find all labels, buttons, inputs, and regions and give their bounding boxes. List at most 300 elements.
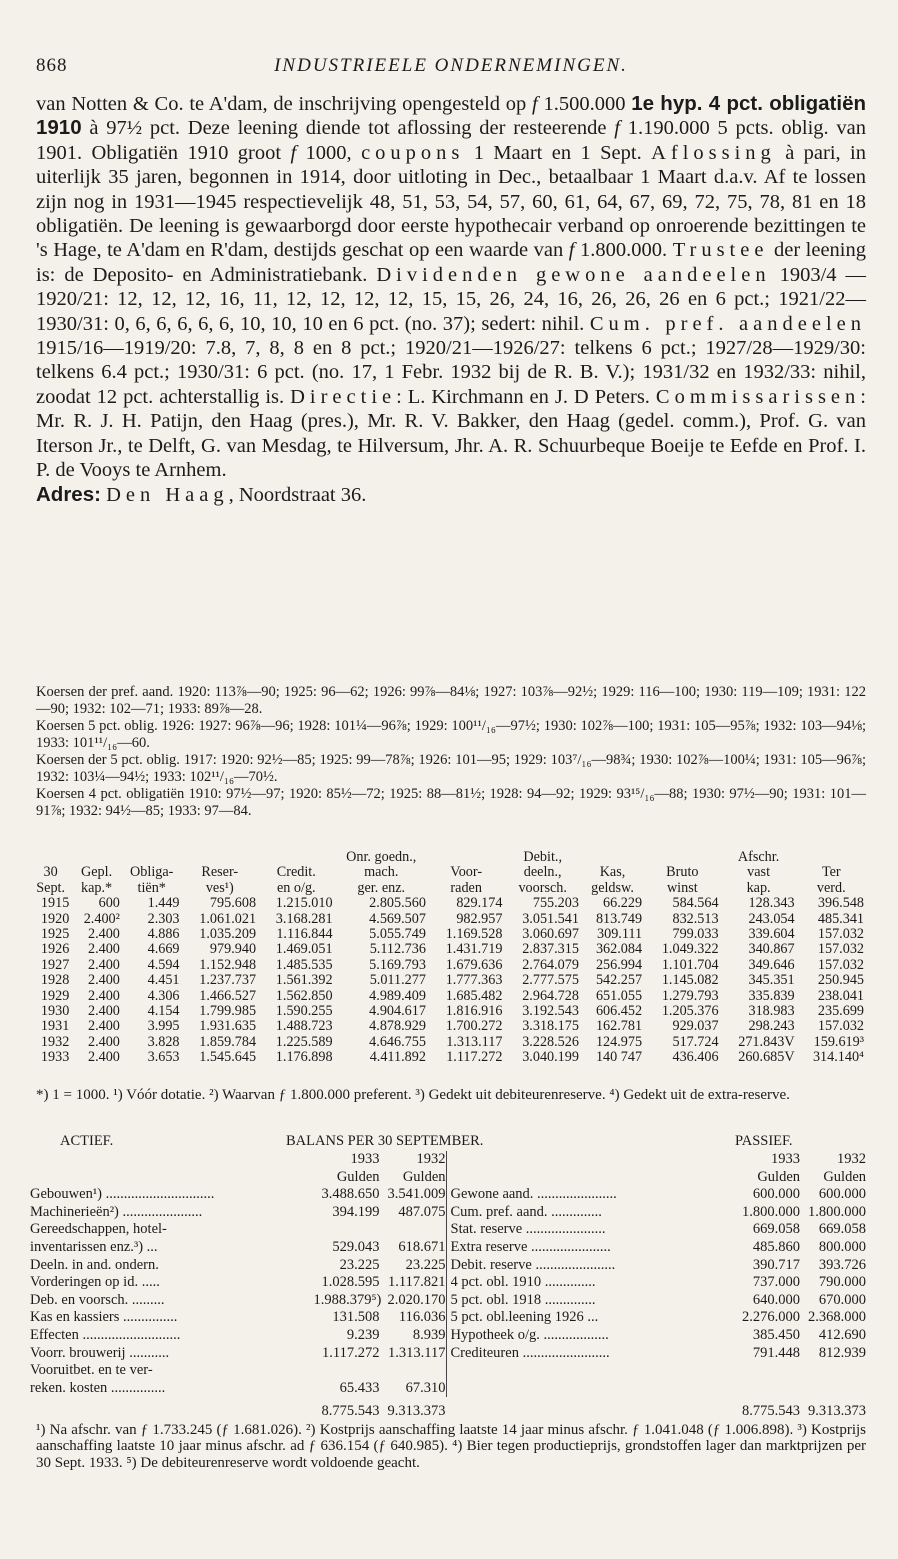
balance-item-value: 9.239 xyxy=(346,1326,380,1343)
balance-item-value: 812.939 xyxy=(818,1344,866,1361)
table-cell: 162.781 xyxy=(595,1018,643,1035)
year-header xyxy=(30,1151,446,1169)
table-cell: 5.011.277 xyxy=(369,972,426,989)
table-cell: 1.152.948 xyxy=(199,956,257,973)
text-run: 1.500.000 xyxy=(537,93,632,115)
table-cell xyxy=(71,850,122,865)
table-cell: 124.975 xyxy=(595,1033,643,1050)
text-run: à pari, in uiterlijk 35 jaren, begonnen in 1914, door uitloting in Dec., betaalbaar 1 Maart d.a.v. Af te lossen zijn nog in 1931—1945 respectievelijk 48, 51, 53, 54, 57, 60, 61, 64, 67, 69, 72, 75, 78, 81 en 18 obligatiën. De leening is gewaarborgd door eerste hypothecair verband op onroerende bezittingen te 's Hage, te A'dam en R'dam, destijds geschat op een waarde van xyxy=(36,141,867,262)
table-cell: 4.669 xyxy=(147,941,180,958)
year-1932: 1932 xyxy=(837,1151,866,1167)
table-cell: 485.341 xyxy=(817,910,864,927)
table-cell: 4.154 xyxy=(147,1003,180,1020)
table-row xyxy=(30,989,866,1004)
table-cell: 1.225.589 xyxy=(275,1033,333,1050)
table-cell: 349.646 xyxy=(748,956,795,973)
table-header-row xyxy=(30,865,866,880)
balance-row xyxy=(451,1345,867,1363)
table-cell: Credit. xyxy=(276,864,316,881)
table-cell: 1933 xyxy=(40,1049,70,1066)
table-cell: 1931 xyxy=(40,1018,70,1035)
balance-row xyxy=(451,1186,867,1204)
balance-item-value: 1.313.117 xyxy=(388,1344,446,1361)
table-cell: ger. enz. xyxy=(357,879,406,896)
table-cell: voorsch. xyxy=(518,879,567,896)
table-cell: 362.084 xyxy=(595,941,643,958)
table-cell: 1.931.635 xyxy=(199,1018,257,1035)
balance-item-value: 23.225 xyxy=(405,1256,446,1273)
table-cell: 2.400 xyxy=(87,1018,120,1035)
keyword-trustee: Trustee xyxy=(672,239,769,262)
balance-row xyxy=(451,1274,867,1292)
balance-row xyxy=(30,1292,446,1310)
table-cell: 1.488.723 xyxy=(275,1018,333,1035)
keyword-commissarissen: Commissarissen xyxy=(655,385,861,408)
koers-line: Koersen der pref. aand. 1920: 113⅞—90; 1925: 96—62; 1926: 99⅞—84⅛; 1927: 103⅞—92½; 1929: 116—100; 1930: 119—109; 1931: 122—90; 1932: 102—71; 1933: 89⅞—28. xyxy=(36,684,866,717)
table-cell: 3.228.526 xyxy=(522,1033,579,1050)
table-row xyxy=(30,896,866,911)
text-run: 1.190.000 5 pcts. oblig. van 1901. Obligatiën 1910 groot xyxy=(36,117,867,164)
table-cell: 1.561.392 xyxy=(275,972,333,989)
year-1933: 1933 xyxy=(771,1151,800,1167)
balance-row xyxy=(451,1239,867,1257)
year-1932: 1932 xyxy=(416,1151,446,1167)
balance-row xyxy=(30,1362,446,1380)
koers-line: Koersen 5 pct. oblig. 1926: 1927: 96⅞—96; 1928: 101¼—96⅞; 1929: 100¹¹/₁₆—97½; 1930: 102⅞—100; 1931: 105—95⅞; 1932: 103—94⅛; 1933: 101¹¹/₁₆—60. xyxy=(36,718,866,751)
actief-total-1933: 8.775.543 xyxy=(321,1403,380,1420)
balance-row xyxy=(30,1274,446,1292)
table-cell: Ter xyxy=(821,864,841,881)
table-cell: 3.995 xyxy=(147,1018,180,1035)
balance-item-value: 2.276.000 xyxy=(742,1309,800,1326)
financial-statistics-table xyxy=(30,850,866,1066)
balance-item-value: 65.433 xyxy=(339,1379,380,1396)
unit-header xyxy=(30,1169,446,1187)
balance-row xyxy=(30,1380,446,1398)
table-cell: 157.032 xyxy=(817,941,864,958)
table-cell: 2.837.315 xyxy=(522,941,579,958)
table-cell: 1.313.117 xyxy=(446,1033,503,1050)
balance-item-label: Vorderingen op id. ..... xyxy=(30,1274,160,1291)
table-cell: 396.548 xyxy=(817,895,864,912)
table-cell: 256.994 xyxy=(595,956,643,973)
balance-item-label: Crediteuren ........................ xyxy=(450,1344,610,1361)
balance-item-label: Kas en kassiers ............... xyxy=(30,1309,178,1326)
table-row xyxy=(30,912,866,927)
table-cell: 4.411.892 xyxy=(369,1049,426,1066)
balance-item-value: 1.800.000 xyxy=(808,1203,866,1220)
balance-item-value: 2.368.000 xyxy=(808,1309,866,1326)
table-cell: 128.343 xyxy=(748,895,795,912)
balance-item-value xyxy=(380,1221,446,1239)
table-cell: 1.049.322 xyxy=(661,941,719,958)
table-cell: 1.485.535 xyxy=(275,956,333,973)
balance-item-value: 116.036 xyxy=(398,1309,446,1326)
balance-row xyxy=(30,1186,446,1204)
balance-item-label: Vooruitbet. en te ver- xyxy=(30,1362,153,1379)
balance-item-value: 790.000 xyxy=(818,1274,866,1291)
table-header-row xyxy=(30,881,866,896)
table-cell: geldsw. xyxy=(591,879,634,896)
balance-item-value: 487.075 xyxy=(398,1203,446,1220)
table-cell: 600 xyxy=(98,895,120,912)
balance-item-value: 3.541.009 xyxy=(387,1186,446,1203)
balance-item-value: 1.117.821 xyxy=(388,1274,446,1291)
table-cell: 3.192.543 xyxy=(522,1003,579,1020)
unit-gulden: Gulden xyxy=(402,1168,446,1185)
balance-row xyxy=(30,1204,446,1222)
table-cell: 309.111 xyxy=(597,926,643,943)
table-cell: 1925 xyxy=(40,926,70,943)
balance-item-label: Machinerieën²) ...................... xyxy=(30,1203,203,1220)
year-header xyxy=(451,1151,867,1169)
table-row xyxy=(30,1050,866,1065)
table-cell: 4.904.617 xyxy=(369,1003,426,1020)
balance-title: BALANS PER 30 SEPTEMBER. xyxy=(286,1133,484,1149)
table-cell: 829.174 xyxy=(456,895,503,912)
table-cell: 4.594 xyxy=(147,956,180,973)
table-row xyxy=(30,942,866,957)
table-cell xyxy=(30,850,71,865)
text-run: 1 Maart en 1 Sept. xyxy=(464,141,652,164)
table-cell: 2.805.560 xyxy=(369,895,426,912)
table-cell: 345.351 xyxy=(748,972,795,989)
table-row xyxy=(30,1019,866,1034)
table-cell: 584.564 xyxy=(672,895,719,912)
balance-item-label: Debit. reserve ...................... xyxy=(450,1256,616,1273)
table-cell: 5.055.749 xyxy=(369,926,426,943)
balance-row xyxy=(30,1309,446,1327)
balance-item-value: 412.690 xyxy=(818,1326,866,1343)
balance-item-label: reken. kosten ............... xyxy=(30,1379,166,1396)
table-row xyxy=(30,927,866,942)
table-cell: 235.699 xyxy=(817,1003,864,1020)
balance-totals xyxy=(30,1403,866,1421)
table-cell: 2.400 xyxy=(87,987,120,1004)
actief-total-1932: 9.313.373 xyxy=(387,1403,446,1420)
passief-column xyxy=(446,1151,867,1397)
balance-footnotes: ¹) Na afschr. van ƒ 1.733.245 (ƒ 1.681.026). ²) Kostprijs aanschaffing laatste 14 jaar minus afschr. ƒ 1.041.048 (ƒ 1.006.898). ³) Kostprijs aanschaffing laatste 10 jaar minus afschr. ad ƒ 636.154 (ƒ 640.985). ⁴) Bier tegen productieprijs, grondstoffen lager dan marktprijzen per 30 Sept. 1933. ⁵) De debiteurenreserve wordt voldoende geacht. xyxy=(36,1422,866,1471)
balance-item-value: 1.988.379⁵) xyxy=(313,1291,382,1308)
balance-item-value: 600.000 xyxy=(752,1186,800,1203)
company-description xyxy=(36,92,866,507)
balance-item-label: Deeln. in and. ondern. xyxy=(30,1256,159,1273)
table-cell: 1.799.985 xyxy=(199,1003,257,1020)
table-cell: 517.724 xyxy=(672,1033,719,1050)
table-cell: 1.466.527 xyxy=(199,987,257,1004)
actief-column xyxy=(30,1151,446,1397)
balance-item-label: 5 pct. obl.leening 1926 ... xyxy=(450,1309,599,1326)
text-run: 1903/4 —1920/21: 12, 12, 12, 16, 11, 12, 12, 12, 12, 15, 15, 26, 24, 16, 26, 26, 26 en 6 pct.; 1921/22—1930/31: 0, 6, 6, 6, 6, 6, 10, 10, 10 en 6 pct. (no. 37); sedert: nihil. xyxy=(36,263,866,335)
table-cell: 159.619³ xyxy=(813,1033,864,1050)
table-cell: 1.859.784 xyxy=(199,1033,257,1050)
balance-item-value: 131.508 xyxy=(332,1309,380,1326)
table-cell: 335.839 xyxy=(748,987,795,1004)
table-cell: 1.117.272 xyxy=(446,1049,503,1066)
table-cell: 1915 xyxy=(40,895,70,912)
table-cell: mach. xyxy=(364,864,399,881)
passief-label: PASSIEF. xyxy=(735,1133,793,1149)
table-cell: 4.306 xyxy=(147,987,180,1004)
table-cell: 4.989.409 xyxy=(369,987,426,1004)
balance-row xyxy=(451,1309,867,1327)
text-run: der leening is: de Deposito- en Administratiebank. xyxy=(36,239,867,286)
adres-label: Adres: xyxy=(36,482,101,506)
table-header-row xyxy=(30,850,866,865)
balance-item-label: Hypotheek o/g. .................. xyxy=(450,1326,609,1343)
table-cell: 1929 xyxy=(40,987,70,1004)
balance-item-value xyxy=(314,1362,380,1380)
table-cell: 832.513 xyxy=(672,910,719,927)
table-cell: 2.400 xyxy=(87,972,120,989)
table-cell: raden xyxy=(450,879,482,896)
table-cell: 1927 xyxy=(40,956,70,973)
table-cell: 2.400 xyxy=(87,956,120,973)
table-cell: 1.061.021 xyxy=(199,910,257,927)
table-cell: 1.685.482 xyxy=(445,987,503,1004)
balance-item-label: Effecten ........................... xyxy=(30,1326,181,1343)
balance-item-value: 640.000 xyxy=(752,1291,800,1308)
table-cell: 2.400 xyxy=(87,941,120,958)
table-cell: 2.400² xyxy=(83,910,120,927)
table-cell: 1.237.737 xyxy=(199,972,257,989)
table-cell: 157.032 xyxy=(817,926,864,943)
table-cell: 243.054 xyxy=(748,910,795,927)
balance-item-value: 600.000 xyxy=(818,1186,866,1203)
table-cell xyxy=(581,850,644,865)
table-cell: 1.816.916 xyxy=(445,1003,503,1020)
passief-total-1932: 9.313.373 xyxy=(808,1403,866,1420)
table-cell: 1.101.704 xyxy=(661,956,719,973)
table-cell: Reser- xyxy=(201,864,239,881)
table-cell: Bruto xyxy=(666,864,699,881)
table-cell: 1.469.051 xyxy=(275,941,333,958)
balance-item-value: 618.671 xyxy=(398,1238,446,1255)
table-cell: 755.203 xyxy=(532,895,579,912)
table-cell: Onr. goedn., xyxy=(346,849,417,865)
table-cell: 2.964.728 xyxy=(522,987,579,1004)
balance-item-value: 1.028.595 xyxy=(321,1274,380,1291)
table-cell: 813.749 xyxy=(595,910,643,927)
florin-sign: f xyxy=(532,93,538,115)
table-cell: 1928 xyxy=(40,972,70,989)
florin-sign: f xyxy=(290,141,297,164)
table-cell: 238.041 xyxy=(817,987,864,1004)
balance-item-value: 390.717 xyxy=(752,1256,800,1273)
table-row xyxy=(30,973,866,988)
table-cell: Voor- xyxy=(450,864,483,881)
table-cell: 4.878.929 xyxy=(369,1018,426,1035)
balance-item-value: 8.939 xyxy=(412,1326,446,1343)
table-cell: 1.176.898 xyxy=(275,1049,333,1066)
passief-total-1933: 8.775.543 xyxy=(742,1403,800,1420)
table-cell xyxy=(122,850,182,865)
table-cell: 2.400 xyxy=(87,1049,120,1066)
price-quotations xyxy=(36,684,866,820)
keyword-aflossing: Aflossing xyxy=(651,141,776,164)
balance-item-value: 529.043 xyxy=(332,1238,380,1255)
table-cell: 3.828 xyxy=(147,1033,180,1050)
balance-item-label: inventarissen enz.³) ... xyxy=(30,1238,158,1255)
table-cell: 436.406 xyxy=(672,1049,719,1066)
balance-item-value xyxy=(380,1362,446,1380)
balance-item-label: Stat. reserve ...................... xyxy=(450,1221,606,1238)
balance-item-value: 800.000 xyxy=(818,1238,866,1255)
keyword-cum-pref: Cum. pref. aandeelen xyxy=(589,312,866,335)
table-cell: 318.983 xyxy=(748,1003,795,1020)
balance-sheet xyxy=(30,1133,866,1421)
table-cell: Sept. xyxy=(36,879,66,896)
table-row xyxy=(30,958,866,973)
balance-item-value xyxy=(314,1221,380,1239)
adres-street: , Noordstraat 36. xyxy=(228,483,367,506)
table-cell: Obliga- xyxy=(130,864,174,881)
balance-item-value: 2.020.170 xyxy=(387,1291,446,1308)
bond-heading: 1e hyp. 4 pct. obligatiën 1910 xyxy=(36,92,866,140)
keyword-dividenden: Dividenden gewone aandeelen xyxy=(376,263,771,286)
table-cell: 1.545.645 xyxy=(199,1049,257,1066)
year-1933: 1933 xyxy=(350,1151,380,1167)
balance-item-label: Voorr. brouwerij ........... xyxy=(30,1344,170,1361)
table-cell: 1.431.719 xyxy=(445,941,503,958)
balance-row xyxy=(30,1239,446,1257)
table-cell: 1.700.272 xyxy=(445,1018,503,1035)
table-cell: 3.040.199 xyxy=(522,1049,579,1066)
text-run: 1.800.000. xyxy=(574,239,673,262)
balance-item-value: 1.800.000 xyxy=(742,1203,800,1220)
koers-line: Koersen der 5 pct. oblig. 1917: 1920: 92½—85; 1925: 99—78⅞; 1926: 101—95; 1929: 103⁷/₁₆—98¾; 1930: 102⅞—100¼; 1931: 105—96⅞; 1932: 103¼—94½; 1933: 102¹¹/₁₆—70½. xyxy=(36,752,866,785)
balance-row xyxy=(451,1204,867,1222)
balance-item-value: 393.726 xyxy=(818,1256,866,1273)
balance-item-value: 3.488.650 xyxy=(321,1186,380,1203)
table-cell: winst xyxy=(666,879,698,896)
table-cell: 982.957 xyxy=(456,910,503,927)
table-cell: 1926 xyxy=(40,941,70,958)
table-cell: 298.243 xyxy=(748,1018,795,1035)
table-cell xyxy=(644,850,721,865)
table-cell: 1.590.255 xyxy=(275,1003,333,1020)
table-cell: 2.777.575 xyxy=(522,972,579,989)
balance-item-label: Extra reserve ...................... xyxy=(450,1238,611,1255)
table-cell: 1.145.082 xyxy=(661,972,719,989)
table-cell: 1.679.636 xyxy=(445,956,503,973)
balance-item-value: 385.450 xyxy=(752,1326,800,1343)
actief-label: ACTIEF. xyxy=(60,1133,114,1149)
table-cell: 250.945 xyxy=(817,972,864,989)
balance-caption xyxy=(30,1133,866,1151)
balance-item-label: Gebouwen¹) .............................. xyxy=(30,1186,215,1203)
table-notes: *) 1 = 1000. ¹) Vóór dotatie. ²) Waarvan ƒ 1.800.000 preferent. ³) Gedekt uit debiteurenreserve. ⁴) Gedekt uit de extra-reserve. xyxy=(36,1087,790,1103)
table-cell: deeln., xyxy=(523,864,562,881)
text-run: : Mr. R. J. H. Patijn, den Haag (pres.), Mr. R. V. Bakker, den Haag (gedel. comm.), Prof. G. van Iterson Jr., te Delft, G. van Mesdag, te Hilversum, Jhr. A. R. Schuurbeque Boeije te Eefde en Prof. I. P. de Vooys te Arnhem. xyxy=(36,385,866,482)
table-cell: 1.169.528 xyxy=(445,926,503,943)
balance-row xyxy=(451,1221,867,1239)
balance-item-label: Gewone aand. ...................... xyxy=(450,1186,617,1203)
table-cell: 799.033 xyxy=(672,926,719,943)
table-cell: 157.032 xyxy=(817,1018,864,1035)
balance-row xyxy=(451,1292,867,1310)
keyword-directie: Directie xyxy=(290,385,397,408)
page-number: 868 xyxy=(36,55,68,76)
balance-row xyxy=(30,1257,446,1275)
table-cell: 5.169.793 xyxy=(369,956,426,973)
balance-row xyxy=(30,1345,446,1363)
balance-item-value: 670.000 xyxy=(818,1291,866,1308)
unit-gulden: Gulden xyxy=(823,1168,866,1185)
florin-sign: f xyxy=(614,117,620,140)
balance-item-value: 1.117.272 xyxy=(322,1344,380,1361)
table-cell: 4.569.507 xyxy=(369,910,426,927)
balance-item-value: 394.199 xyxy=(332,1203,380,1220)
unit-gulden: Gulden xyxy=(757,1168,800,1185)
unit-header xyxy=(451,1169,867,1187)
table-cell: 1920 xyxy=(40,910,70,927)
table-cell: Afschr. xyxy=(737,849,780,865)
balance-item-label: 4 pct. obl. 1910 .............. xyxy=(450,1274,596,1291)
table-cell: 929.037 xyxy=(672,1018,719,1035)
table-cell: 30 xyxy=(43,864,58,881)
table-cell: verd. xyxy=(816,879,846,896)
table-cell: 1.116.844 xyxy=(276,926,333,943)
table-cell: 157.032 xyxy=(817,956,864,973)
balance-item-value: 669.058 xyxy=(752,1221,800,1238)
table-cell: 979.940 xyxy=(209,941,257,958)
table-cell: 1.035.209 xyxy=(199,926,257,943)
table-cell: 1.562.850 xyxy=(275,987,333,1004)
keyword-coupons: coupons xyxy=(361,141,465,164)
table-cell: 4.451 xyxy=(147,972,180,989)
running-title: INDUSTRIEELE ONDERNEMINGEN. xyxy=(274,55,628,76)
table-cell xyxy=(182,850,259,865)
table-cell: 4.886 xyxy=(147,926,180,943)
table-cell: 66.229 xyxy=(603,895,643,912)
table-cell: 1930 xyxy=(40,1003,70,1020)
table-cell: kap. xyxy=(746,879,771,896)
text-run: à 97½ pct. Deze leening diende tot aflossing der resteerende xyxy=(81,117,615,140)
balance-item-label: Gereedschappen, hotel- xyxy=(30,1221,167,1238)
table-cell: tiën* xyxy=(137,879,166,896)
balance-item-value: 485.860 xyxy=(752,1238,800,1255)
table-cell: 1.777.363 xyxy=(445,972,503,989)
table-cell: Kas, xyxy=(599,864,626,881)
balance-row xyxy=(30,1327,446,1345)
table-cell xyxy=(258,850,335,865)
table-cell: ves¹) xyxy=(205,879,234,896)
table-cell: 2.764.079 xyxy=(522,956,579,973)
table-cell: 4.646.755 xyxy=(369,1033,426,1050)
table-cell: 340.867 xyxy=(748,941,795,958)
table-cell xyxy=(797,850,866,865)
text-run: van Notten & Co. te A'dam, de inschrijving opengesteld op xyxy=(36,93,533,115)
table-cell: 2.400 xyxy=(87,1003,120,1020)
florin-sign: f xyxy=(568,239,575,262)
table-cell: 1.279.793 xyxy=(661,987,719,1004)
table-cell: 3.051.541 xyxy=(522,910,579,927)
table-cell: 651.055 xyxy=(595,987,643,1004)
table-cell: 1.215.010 xyxy=(275,895,333,912)
table-cell: 795.608 xyxy=(209,895,257,912)
text-run: 1000, xyxy=(296,141,362,164)
table-cell: 542.257 xyxy=(595,972,643,989)
table-cell: 1932 xyxy=(40,1033,70,1050)
balance-row xyxy=(451,1257,867,1275)
table-cell: 3.318.175 xyxy=(522,1018,579,1035)
balance-item-value: 791.448 xyxy=(752,1344,800,1361)
adres-city: Den Haag xyxy=(106,483,229,506)
table-cell: Debit., xyxy=(523,849,562,865)
table-cell: 3.060.697 xyxy=(522,926,579,943)
balance-item-value: 737.000 xyxy=(752,1274,800,1291)
